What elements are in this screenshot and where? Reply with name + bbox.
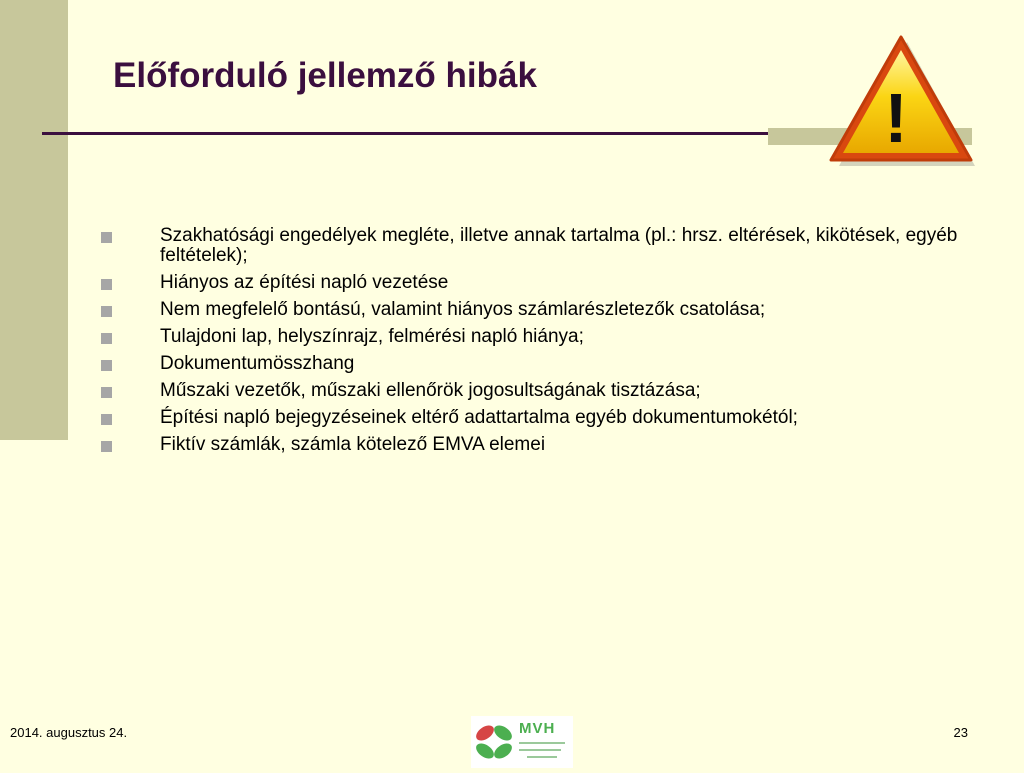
- logo-text: MVH: [519, 720, 556, 737]
- bullet-square-icon: [101, 387, 112, 398]
- list-item: Nem megfelelő bontású, valamint hiányos számlarészletezők csatolása;: [98, 300, 978, 320]
- list-item: Hiányos az építési napló vezetése: [98, 273, 978, 293]
- bullet-square-icon: [101, 360, 112, 371]
- page-number: 23: [953, 725, 968, 740]
- bullet-list: [98, 226, 978, 462]
- list-item: Építési napló bejegyzéseinek eltérő adattartalma egyéb dokumentumokétól;: [98, 408, 978, 428]
- bullet-square-icon: [101, 279, 112, 290]
- bullet-square-icon: [101, 306, 112, 317]
- list-item: Műszaki vezetők, műszaki ellenőrök jogosultságának tisztázása;: [98, 381, 978, 401]
- title-divider: [42, 132, 802, 135]
- warning-symbol: !: [884, 79, 908, 157]
- bullet-square-icon: [101, 333, 112, 344]
- bullet-square-icon: [101, 441, 112, 452]
- warning-triangle-icon: [826, 34, 976, 174]
- footer-date: 2014. augusztus 24.: [10, 725, 128, 740]
- list-item: Dokumentumösszhang: [98, 354, 978, 374]
- mvh-logo: [471, 716, 573, 768]
- list-item: Szakhatósági engedélyek megléte, illetve annak tartalma (pl.: hrsz. eltérések, kikötések, egyéb feltételek);: [98, 226, 978, 266]
- mvh-logo-icon: [471, 716, 517, 768]
- slide-title: Előforduló jellemző hibák: [113, 56, 537, 95]
- list-item: Tulajdoni lap, helyszínrajz, felmérési napló hiánya;: [98, 327, 978, 347]
- list-item: Fiktív számlák, számla kötelező EMVA elemei: [98, 435, 978, 455]
- left-accent-band: [0, 0, 68, 440]
- bullet-square-icon: [101, 414, 112, 425]
- bullet-square-icon: [101, 232, 112, 243]
